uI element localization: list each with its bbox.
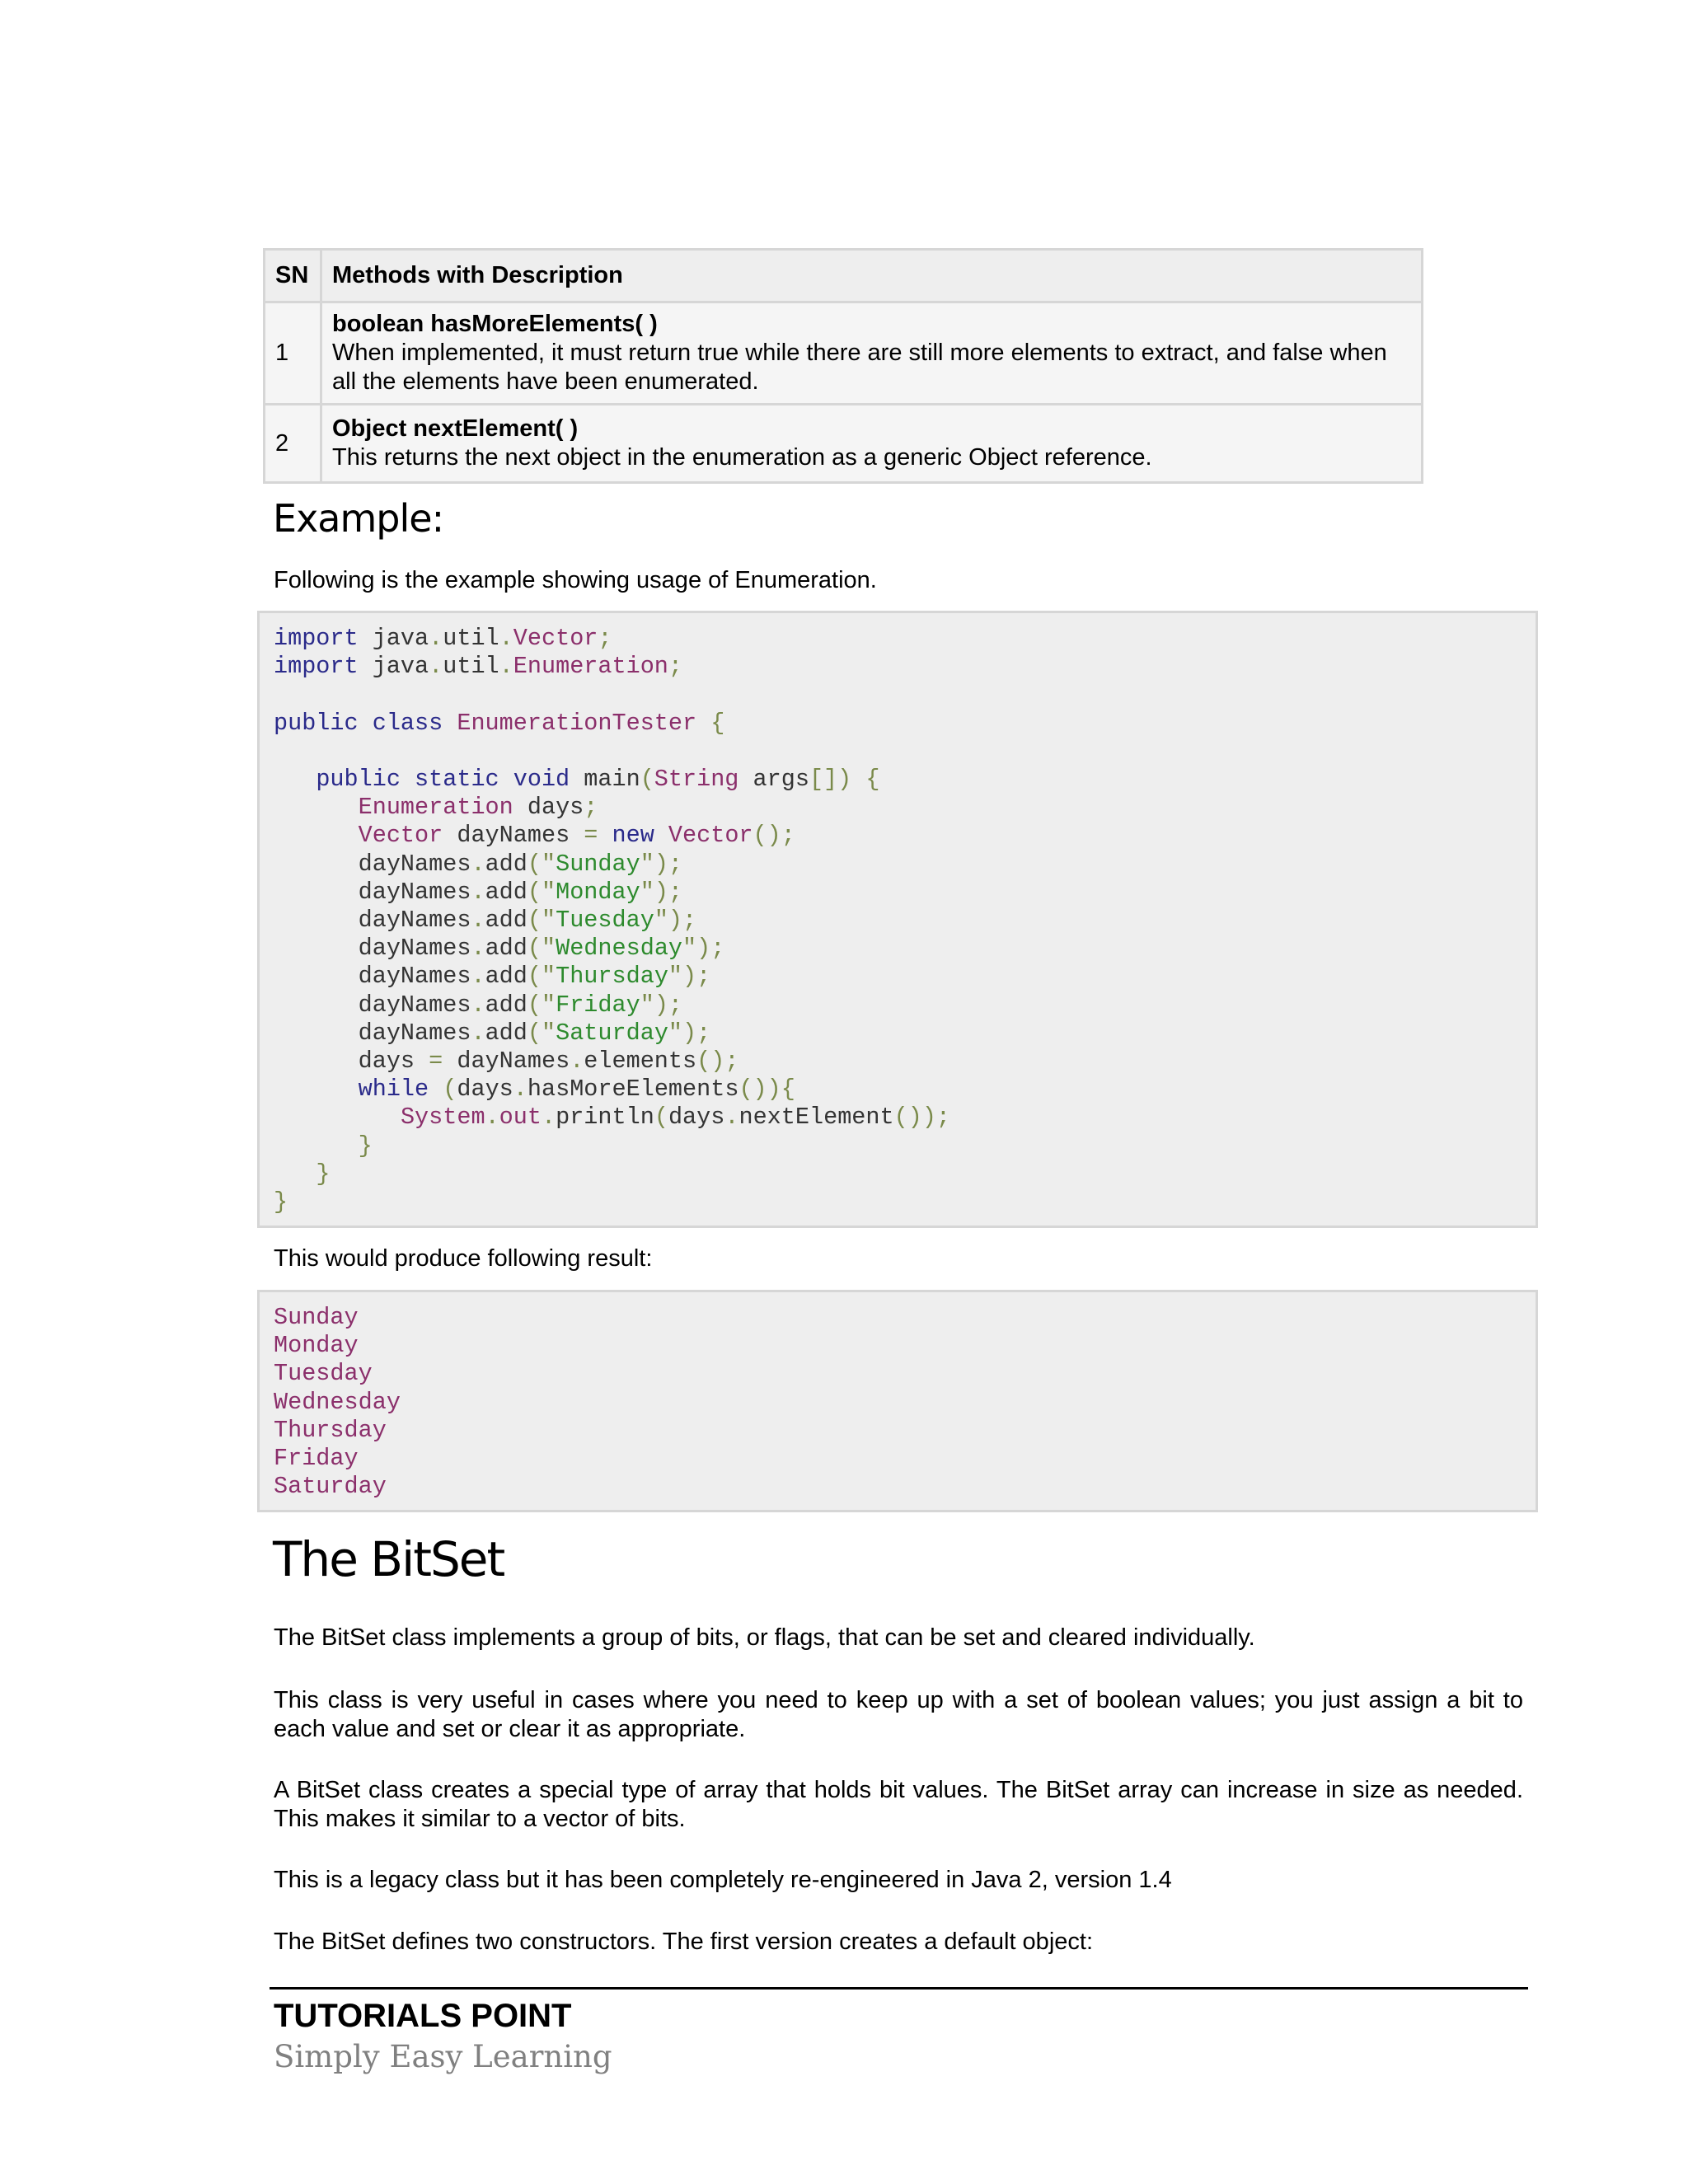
code-token: EnumerationTester [457, 709, 697, 737]
code-line [274, 1047, 1522, 1076]
output-line: Saturday [274, 1473, 387, 1501]
code-token: String [654, 766, 739, 794]
example-heading: Example: [273, 496, 444, 541]
code-token [654, 822, 668, 849]
footer-tagline: Simply Easy Learning [274, 2039, 612, 2074]
code-token: "); [640, 878, 683, 906]
code-line [274, 794, 1522, 822]
code-token [274, 1076, 359, 1103]
code-token: Enumeration [513, 653, 668, 681]
code-token: Tuesday [556, 907, 654, 935]
code-token: new [612, 822, 654, 850]
code-token [696, 710, 710, 737]
code-token [274, 1160, 316, 1188]
code-token: dayNames [274, 907, 471, 935]
code-token: Vector [513, 625, 598, 652]
code-token: = [429, 1047, 443, 1076]
method-description: This returns the next object in the enumeration as a generic Object reference. [332, 444, 1152, 471]
output-block [257, 1290, 1538, 1512]
code-token: ; [668, 653, 683, 681]
code-token: ; [598, 625, 612, 652]
bitset-paragraph-5: The BitSet defines two constructors. The first version creates a default object: [274, 1929, 1094, 1955]
code-token: add [485, 935, 528, 963]
code-token [274, 766, 316, 793]
code-token: dayNames [274, 963, 471, 991]
code-token: Friday [556, 991, 640, 1019]
methods-table [263, 248, 1423, 484]
code-token: Monday [556, 878, 640, 906]
code-line [274, 766, 1522, 794]
code-token: } [358, 1132, 373, 1160]
code-line [274, 710, 1522, 738]
code-token: java [358, 625, 429, 652]
code-line [274, 1188, 1522, 1216]
column-header-sn: SN [265, 250, 321, 302]
code-token: . [513, 1076, 528, 1104]
code-token: ; [584, 794, 598, 822]
code-token: . [471, 907, 485, 935]
code-token: days [274, 1047, 429, 1076]
code-token: "); [640, 991, 683, 1019]
code-token: (" [527, 907, 556, 935]
row-sn: 1 [265, 302, 321, 405]
bitset-paragraph-4: This is a legacy class but it has been completely re-engineered in Java 2, version 1.4 [274, 1867, 1172, 1893]
code-token: add [485, 907, 528, 935]
code-token: Saturday [556, 1019, 668, 1047]
code-token: nextElement [738, 1104, 894, 1132]
code-token [274, 1132, 359, 1160]
footer-divider [270, 1987, 1528, 1990]
code-token: []) [809, 766, 852, 794]
row-sn: 2 [265, 405, 321, 483]
code-line [274, 1076, 1522, 1104]
code-token: dayNames [443, 1047, 570, 1076]
code-token: (); [696, 1047, 739, 1076]
bitset-paragraph-2: This class is very useful in cases where you need to keep up with a set of boolean values; you just assign a bit to each value and set or clear it as appropriate. [274, 1687, 1523, 1742]
code-token: . [471, 878, 485, 906]
code-line [274, 653, 1522, 681]
code-token: add [485, 963, 528, 991]
code-line [274, 907, 1522, 935]
code-token: ( [654, 1104, 668, 1132]
code-token: . [471, 963, 485, 991]
code-token: add [485, 1019, 528, 1047]
code-token: days [513, 794, 584, 822]
code-token: dayNames [443, 822, 584, 850]
column-header-methods: Methods with Description [321, 250, 1423, 302]
code-token: (" [527, 1019, 556, 1047]
code-line [274, 1132, 1522, 1160]
code-token: . [499, 653, 513, 681]
code-token: (); [753, 822, 795, 850]
code-token: util [443, 625, 499, 652]
code-token: "); [668, 1019, 711, 1047]
code-token: . [499, 625, 513, 652]
code-token: { [865, 766, 880, 794]
code-line [274, 935, 1522, 963]
method-signature: Object nextElement( ) [332, 415, 579, 442]
code-line [274, 879, 1522, 907]
method-description: When implemented, it must return true while there are still more elements to extract, and false when all the elements have been enumerated. [332, 340, 1387, 395]
output-line: Friday [274, 1445, 359, 1473]
code-token [274, 1104, 401, 1131]
code-token: java [358, 653, 429, 681]
code-token: System [400, 1104, 485, 1132]
code-line [274, 738, 1522, 766]
output-line: Thursday [274, 1416, 387, 1444]
code-token: dayNames [274, 878, 471, 906]
code-token [429, 1076, 443, 1103]
code-token: "); [640, 850, 683, 878]
code-token: add [485, 878, 528, 906]
code-token: . [471, 1019, 485, 1047]
code-token: dayNames [274, 850, 471, 878]
code-token: import [274, 653, 359, 681]
code-token: "); [654, 907, 697, 935]
method-signature: boolean hasMoreElements( ) [332, 311, 658, 337]
code-token [851, 766, 865, 793]
code-token: Enumeration [358, 794, 513, 822]
code-line [274, 1104, 1522, 1132]
code-token: { [710, 709, 725, 737]
code-token: args [738, 766, 809, 794]
code-line [274, 851, 1522, 879]
footer-brand: TUTORIALS POINT [274, 1998, 572, 2034]
code-token: add [485, 991, 528, 1019]
row-method [321, 302, 1423, 405]
code-token: . [485, 1104, 499, 1132]
code-line [274, 963, 1522, 991]
code-token: . [429, 625, 443, 652]
code-token: "); [682, 935, 725, 963]
code-line [274, 1019, 1522, 1047]
code-line [274, 1160, 1522, 1188]
code-token: (" [527, 935, 556, 963]
output-line: Tuesday [274, 1360, 373, 1388]
code-token: Thursday [556, 963, 668, 991]
code-token: = [584, 822, 598, 850]
output-line: Wednesday [274, 1388, 401, 1416]
code-token [274, 794, 359, 821]
bitset-paragraph-1: The BitSet class implements a group of bits, or flags, that can be set and cleared individually. [274, 1624, 1255, 1651]
code-token: } [274, 1188, 288, 1216]
bitset-paragraph-3: A BitSet class creates a special type of array that holds bit values. The BitSet array can increase in size as needed. This makes it similar to a vector of bits. [274, 1777, 1523, 1832]
code-token: Sunday [556, 850, 640, 878]
code-block [257, 611, 1538, 1228]
code-token: (" [527, 991, 556, 1019]
code-token: util [443, 653, 499, 681]
code-token: days [457, 1076, 513, 1104]
code-token: ( [443, 1076, 457, 1104]
code-token: while [358, 1076, 429, 1104]
code-token: . [429, 653, 443, 681]
code-token [274, 822, 359, 849]
code-token: public class [274, 709, 443, 737]
output-line: Monday [274, 1332, 359, 1360]
code-token [598, 822, 612, 849]
code-token: (" [527, 850, 556, 878]
code-token: ()); [893, 1104, 951, 1132]
code-token: public static void [316, 766, 570, 794]
code-token: days [668, 1104, 725, 1132]
code-token: ( [640, 766, 654, 794]
table-header-row [265, 250, 1423, 302]
code-token: Vector [668, 822, 753, 850]
bitset-heading: The BitSet [273, 1531, 504, 1587]
code-token: dayNames [274, 935, 471, 963]
code-token: import [274, 625, 359, 652]
output-line: Sunday [274, 1304, 359, 1331]
code-token: hasMoreElements [527, 1076, 739, 1104]
code-token: Wednesday [556, 935, 683, 963]
code-token: } [316, 1160, 331, 1188]
code-token: . [570, 1047, 584, 1076]
code-token: . [541, 1104, 556, 1132]
code-token: println [556, 1104, 654, 1132]
code-token: (" [527, 878, 556, 906]
code-token: out [499, 1104, 542, 1132]
code-token: . [471, 850, 485, 878]
code-token: main [570, 766, 640, 794]
code-line [274, 991, 1522, 1019]
table-row [265, 405, 1423, 483]
code-token: . [471, 935, 485, 963]
code-line [274, 625, 1522, 653]
example-intro: Following is the example showing usage of Enumeration. [274, 567, 877, 593]
row-method [321, 405, 1423, 483]
table-row [265, 302, 1423, 405]
code-token: dayNames [274, 991, 471, 1019]
code-token: Vector [358, 822, 443, 850]
code-token [443, 710, 457, 737]
code-token: (" [527, 963, 556, 991]
code-token: elements [584, 1047, 697, 1076]
code-token: add [485, 850, 528, 878]
code-token: dayNames [274, 1019, 471, 1047]
code-token: "); [668, 963, 711, 991]
code-line [274, 681, 1522, 709]
code-token: . [724, 1104, 739, 1132]
code-token: . [471, 991, 485, 1019]
result-intro: This would produce following result: [274, 1245, 653, 1272]
code-token: ()){ [738, 1076, 795, 1104]
code-line [274, 822, 1522, 850]
